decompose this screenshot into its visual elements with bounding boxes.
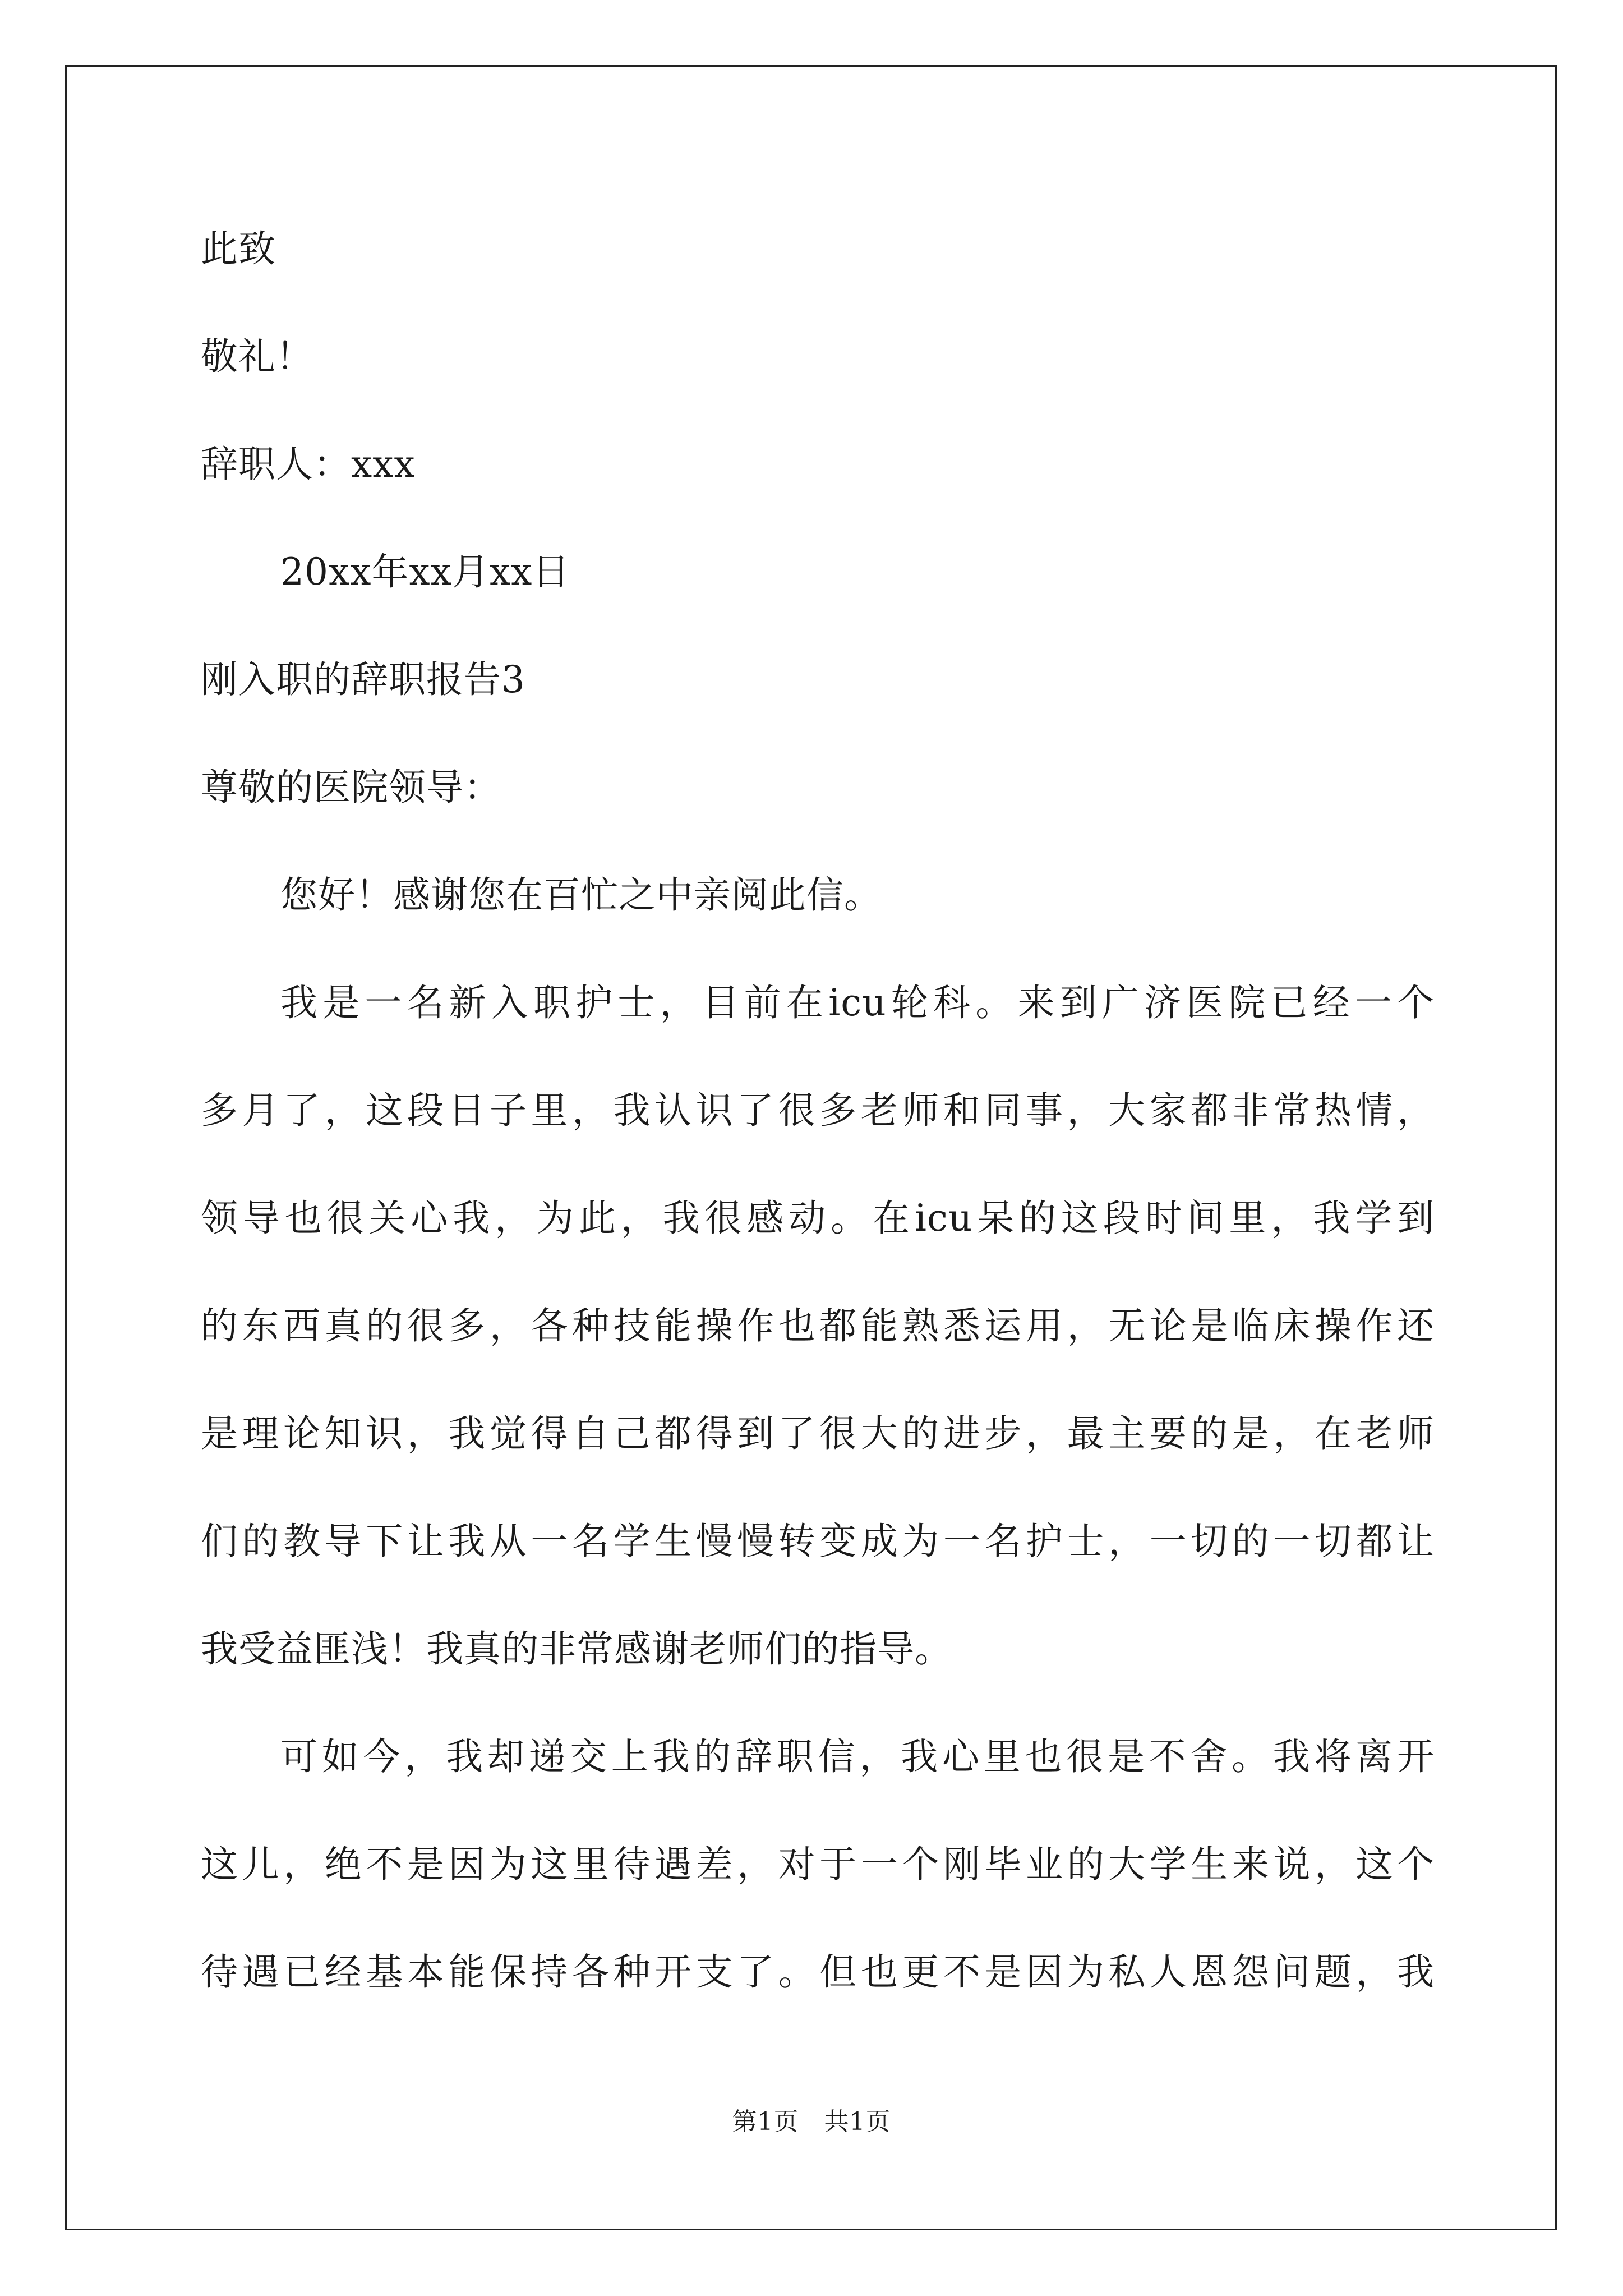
page-border [65,65,1557,2230]
paragraph-1-line: 您好！感谢您在百忙之中亲阅此信。 [280,873,882,917]
paragraph-2-line: 是理论知识，我觉得自己都得到了很大的进步，最主要的是，在老师 [201,1412,1435,1455]
paragraph-3-line: 待遇已经基本能保持各种开支了。但也更不是因为私人恩怨问题，我 [201,1950,1435,1994]
paragraph-2-line: 我是一名新入职护士，目前在icu轮科。来到广济医院已经一个 [280,981,1435,1024]
paragraph-2-line: 的东西真的很多，各种技能操作也都能熟悉运用，无论是临床操作还 [201,1304,1435,1347]
paragraph-3-line: 这儿，绝不是因为这里待遇差，对于一个刚毕业的大学生来说，这个 [201,1843,1435,1886]
closing-salutation-1: 此致 [201,227,276,270]
date-line: 20xx年xx月xx日 [280,550,570,593]
paragraph-2-line: 我受益匪浅！我真的非常感谢老师们的指导。 [201,1627,952,1671]
addressee: 尊敬的医院领导： [201,766,501,809]
paragraph-2-line: 们的教导下让我从一名学生慢慢转变成为一名护士，一切的一切都让 [201,1520,1435,1563]
signature-line: 辞职人：xxx [201,443,416,486]
closing-salutation-2: 敬礼！ [201,335,313,378]
paragraph-2-line: 多月了，这段日子里，我认识了很多老师和同事，大家都非常热情， [201,1089,1435,1132]
paragraph-2-line: 领导也很关心我，为此，我很感动。在icu呆的这段时间里，我学到 [201,1197,1435,1240]
paragraph-3-line: 可如今，我却递交上我的辞职信，我心里也很是不舍。我将离开 [280,1735,1435,1778]
section-title: 刚入职的辞职报告3 [201,658,525,701]
page-number-footer: 第1页 共1页 [732,2108,891,2136]
